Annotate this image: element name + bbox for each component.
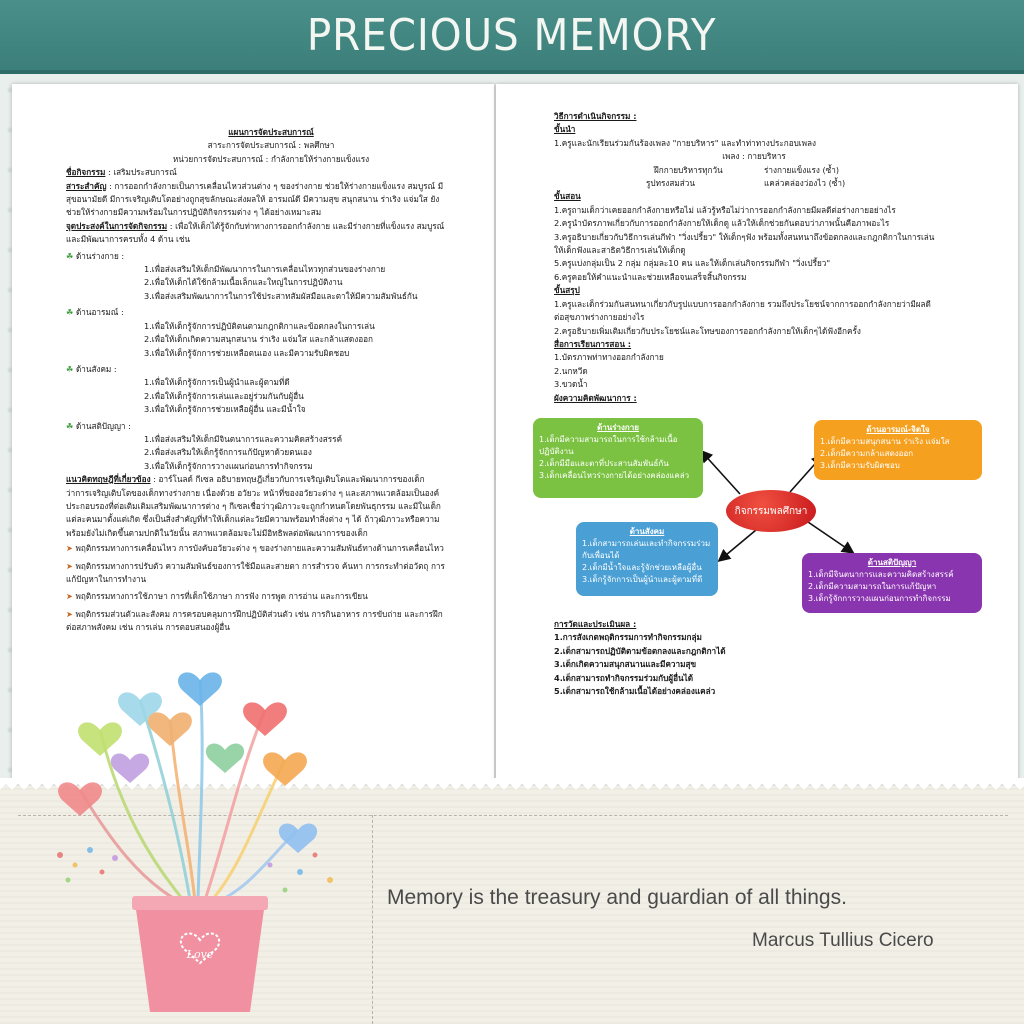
media-heading: สื่อการเรียนการสอน : [554,338,632,349]
rocket-icon: ➤ [66,608,73,619]
theory-label: แนวคิดทฤษฎีที่เกี่ยวข้อง [66,474,151,485]
evaluation-line: 5.เด็กสามารถใช้กล้ามเนื้อได้อย่างคล่องแคล่ว [554,686,716,697]
mindmap-line: 3.เด็กเคลื่อนไหวร่างกายได้อย่างคล่องแคล่ว [539,471,690,480]
clover-icon: ☘ [66,250,76,261]
behavior-text: แก้ปัญหาในการทำงาน [66,574,147,584]
mindmap-line: 3.เด็กรู้จักการเป็นผู้นำและผู้ตามที่ดี [582,575,703,584]
mindmap-line: 1.เด็กมีจินตนาการและความคิดสร้างสรรค์ [808,570,954,579]
essence-line: สุขอนามัยดี มีการเจริญเติบโตอย่างถูกสุขลักษณะส่งผลให้ อารมณ์ดี มีความสุข สนุกสนาน ร่าเริง แจ่มใส ยัง [66,194,440,205]
behavior-text: พฤติกรรมทางการเคลื่อนไหว การบังคับอวัยวะต่าง ๆ ของร่างกายและความสัมพันธ์ทางด้านการเคลื่อนไหว [75,543,444,554]
teach-line: 6.ครูคอยให้คำแนะนำและช่วยเหลือจนเสร็จสิ้นกิจกรรม [554,271,747,282]
mindmap-intellect-title: ด้านสติปัญญา [867,558,917,567]
evaluation-line: 4.เด็กสามารถทำกิจกรรมร่วมกับผู้อื่นได้ [554,672,694,683]
mindmap-line: ปฏิบัติงาน [539,447,574,456]
evaluation-heading: การวัดและประเมินผล : [554,619,637,629]
objective-text: : เพื่อให้เด็กได้รู้จักกับท่าทางการออกกำลังกาย และมีร่างกายที่แข็งแรง สมบูรณ์ [167,220,445,231]
domain-item: 3.เพื่อให้เด็กรู้จักการวางแผนก่อนการทำกิจกรรม [144,460,313,471]
doc-unit: หน่วยการจัดประสบการณ์ : กำลังกายให้ร่างกายแข็งแรง [172,153,370,164]
rocket-icon: ➤ [66,543,73,554]
mindmap-line: 2.เด็กมีความสามารถในการแก้ปัญหา [808,582,937,591]
song-line-a: ฝึกกายบริหารทุกวัน [654,164,723,175]
domain-title: ด้านสังคม : [75,363,117,374]
page-title: PRECIOUS MEMORY [307,9,717,61]
mindmap-line: 1.เด็กสามารถเล่นและทำกิจกรรมร่วม [582,539,711,548]
theory-text: : อาร์โนลด์ กีเซล อธิบายทฤษฎีเกี่ยวกับการเจริญเติบโตและพัฒนาการของเด็ก [150,474,425,485]
mindmap-emotional [814,420,982,480]
mindmap-center-label: กิจกรรมพลศึกษา [734,505,808,517]
domain-item: 1.เพื่อส่งเสริมให้เด็กมีพัฒนาการในการเคลื่อนไหวทุกส่วนของร่างกาย [144,264,386,275]
theory-line: พร้อมยังไม่เกิดขึ้นตามปกติในวัยนั้น สภาพแวดล้อมจะไม่มีอิทธิพลต่อพัฒนาการของเด็ก [66,527,368,538]
domain-item: 3.เพื่อให้เด็กรู้จักการช่วยเหลือผู้อื่น และมีน้ำใจ [144,404,306,415]
domain-item: 2.เพื่อให้เด็กรู้จักการเล่นและอยู่ร่วมกันกับผู้อื่น [144,390,304,401]
theory-line: แต่ละคนมาตั้งแต่เกิด ซึ่งเป็นสิ่งสำคัญที่ทำให้เด็กแต่ละวัยมีความพร้อมทำสิ่งต่าง ๆ ได้ ถ้าวุฒิภาวะหรือความ [66,514,440,525]
essence-label: สาระสำคัญ [66,180,107,191]
domain-item: 2.เพื่อให้เด็กได้ใช้กล้ามเนื้อเล็กและใหญ่ในการปฏิบัติงาน [144,277,343,288]
theory-line: ประกอบรองที่ต่อเติมเติมเสริมพัฒนาการต่าง ๆ กีเซลเชื่อว่าวุฒิภาวะจะถูกกำหนดโดยพันธุกรรม และมีในเด็ก [66,500,441,511]
mindmap-line: 2.เด็กมีมือและตาที่ประสานสัมพันธ์กัน [539,459,669,468]
mindmap-emotional-title: ด้านอารมณ์-จิตใจ [866,425,930,434]
essence-text: : การออกกำลังกายเป็นการเคลื่อนไหวส่วนต่าง ๆ ของร่างกาย ช่วยให้ร่างกายแข็งแรง สมบูรณ์ มี [106,180,444,191]
mindmap-heading: ผังความคิดพัฒนาการ : [554,392,637,403]
domain-item: 2.เพื่อให้เด็กเกิดความสนุกสนาน ร่าเริง แจ่มใส และกล้าแสดงออก [144,334,373,345]
mindmap-line: 2.เด็กมีความกล้าแสดงออก [820,449,914,458]
domain-item: 3.เพื่อให้เด็กรู้จักการช่วยเหลือตนเอง และมีความรับผิดชอบ [144,347,350,358]
objective-label: จุดประสงค์ในการจัดกิจกรรม [66,220,168,231]
domain-item: 1.เพื่อส่งเสริมให้เด็กมีจินตนาการและความคิดสร้างสรรค์ [144,433,343,444]
clover-icon: ☘ [66,420,76,431]
rocket-icon: ➤ [66,560,73,571]
mindmap-line: กับเพื่อนได้ [582,551,620,560]
mindmap-line: 3.เด็กรู้จักการวางแผนก่อนการทำกิจกรรม [808,594,951,603]
evaluation-section [554,618,974,698]
intro-heading: ขั้นนำ [554,124,576,135]
intro-line: 1.ครูและนักเรียนร่วมกันร้องเพลง "กายบริหาร" และทำท่าทางประกอบเพลง [554,137,817,148]
pot-label: Love [186,948,214,961]
arrow-to-physical [702,452,740,494]
mindmap-physical [533,418,703,498]
media-line: 1.บัตรภาพท่าทางออกกำลังกาย [554,352,664,363]
divider [372,815,373,1024]
domain-title: ด้านสติปัญญา : [75,420,131,431]
evaluation-line: 3.เด็กเกิดความสนุกสนานและมีความสุข [554,659,697,670]
mindmap-line: 2.เด็กมีน้ำใจและรู้จักช่วยเหลือผู้อื่น [582,563,702,572]
domain-title: ด้านอารมณ์ : [75,307,124,318]
essence-line: ช่วยให้ร่างกายมีความพร้อมในการปฏิบัติกิจกรรมต่าง ๆ ได้อย่างเหมาะสม [66,207,322,218]
mindmap-line: 1.เด็กมีความสามารถในการใช้กล้ามเนื้อ [539,435,678,444]
domain-item: 1.เพื่อให้เด็กรู้จักการปฏิบัติตนตามกฎกติกาและข้อตกลงในการเล่น [144,320,375,331]
flower-pot-illustration [40,640,360,1020]
summary-line: 2.ครูอธิบายเพิ่มเติมเกี่ยวกับประโยชน์และโทษของการออกกำลังกายให้เด็กๆได้ฟังอีกครั้ง [554,325,861,336]
mindmap-physical-title: ด้านร่างกาย [597,423,639,432]
domain-item: 2.เพื่อส่งเสริมให้เด็กรู้จักการแก้ปัญหาด้วยตนเอง [144,447,312,458]
summary-heading: ขั้นสรุป [554,285,580,296]
behavior-text: พฤติกรรมทางการปรับตัว ความสัมพันธ์ของการใช้มือและสายตา การสำรวจ ค้นหา การกระทำต่อวัตถุ การ [75,560,445,571]
teach-line: 2.ครูนำบัตรภาพเกี่ยวกับการออกกำลังกายให้เด็กดู แล้วให้เด็กช่วยกันตอบว่าภาพนั้นคือภาพอะไร [554,218,890,229]
quote-author: Marcus Tullius Cicero [752,930,934,951]
behavior-text: ต่อสภาพสังคม เช่น การเล่น การตอบสนองผู้อื่น [66,622,230,633]
teach-line: 1.ครูถามเด็กว่าเคยออกกำลังกายหรือไม่ แล้วรู้หรือไม่ว่าการออกกำลังกายมีผลดีต่อร่างกายอย่างไร [554,204,896,215]
clover-icon: ☘ [66,307,76,318]
media-line: 3.ขวดน้ำ [554,379,588,390]
clover-icon: ☘ [66,363,76,374]
song-line-b: ร่างกายแข็งแรง (ซ้ำ) [764,164,840,175]
teach-line: 3.ครูอธิบายเกี่ยวกับวิธีการเล่นกีฬา "วิ่งเปรี้ยว" ให้เด็กๆฟัง พร้อมทั้งสนทนาถึงข้อตกลงและกฎกติกาในการเล่น [554,231,935,242]
mindmap-line: 1.เด็กมีความสนุกสนาน ร่าเริง แจ่มใส [820,437,950,446]
media-line: 2.นกหวีด [554,365,588,376]
activity-label: ชื่อกิจกรรม [66,167,106,178]
mindmap-social [576,522,718,596]
doc-heading: แผนการจัดประสบการณ์ [228,127,314,137]
arrow-to-intellect [808,522,852,552]
mindmap-line: 3.เด็กมีความรับผิดชอบ [820,461,900,470]
arrow-to-social [720,530,756,560]
doc-subject: สาระการจัดประสบการณ์ : พลศึกษา [207,140,335,151]
rocket-icon: ➤ [66,591,73,602]
objective-line: และมีพัฒนาการครบทั้ง 4 ด้าน เช่น [66,234,190,245]
domain-title: ด้านร่างกาย : [75,250,125,261]
teach-line: ให้เด็กฟังและสาธิตวิธีการเล่นให้เด็กดู [554,245,686,256]
theory-line: ว่าการเจริญเติบโตของเด็กทางร่างกาย เนื่องด้วย อวัยวะ หน้าที่ของอวัยวะต่าง ๆ และสภาพแวดล้อมเป็นองค์ [66,487,440,498]
mindmap-intellect [802,553,982,613]
behavior-text: พฤติกรรมส่วนตัวและสังคม การครอบคลุมการฝึกปฏิบัติส่วนตัว เช่น การกินอาหาร การขับถ่าย และการฝึก [75,608,443,619]
evaluation-line: 2.เด็กสามารถปฏิบัติตามข้อตกลงและกฎกติกาได้ [554,645,726,656]
mindmap-center [726,490,816,532]
teach-line: 5.ครูแบ่งกลุ่มเป็น 2 กลุ่ม กลุ่มละ10 คน และให้เด็กเล่นกิจกรรมกีฬา "วิ่งเปรี้ยว" [554,258,831,269]
summary-line: 1.ครูและเด็กร่วมกันสนทนาเกี่ยวกับรูปแบบการออกกำลังกาย รวมถึงประโยชน์จากการออกกำลังกายว่ามีผลดี [554,298,931,309]
teach-heading: ขั้นสอน [554,191,581,202]
song-title: เพลง : กายบริหาร [722,151,786,162]
quote-text: Memory is the treasury and guardian of all things. [387,886,847,909]
activity-value: : เสริมประสบการณ์ [105,167,177,178]
domain-item: 3.เพื่อส่งเสริมพัฒนาการในการใช้ประสาทสัมผัสมือและตาให้มีความสัมพันธ์กัน [144,290,418,301]
song-line-b: แคล่วคล่องว่องไว (ซ้ำ) [764,178,846,189]
mindmap-social-title: ด้านสังคม [629,527,665,536]
behavior-text: พฤติกรรมทางการใช้ภาษา การที่เด็กใช้ภาษา การฟัง การพูด การอ่าน และการเขียน [75,591,368,602]
summary-line: ต่อสุขภาพร่างกายอย่างไร [554,312,645,323]
method-heading: วิธีการดำเนินกิจกรรม : [554,111,637,121]
song-line-a: รูปทรงสมส่วน [646,178,695,189]
domain-item: 1.เพื่อให้เด็กรู้จักการเป็นผู้นำและผู้ตามที่ดี [144,377,290,388]
evaluation-line: 1.การสังเกตพฤติกรรมการทำกิจกรรมกลุ่ม [554,632,702,643]
